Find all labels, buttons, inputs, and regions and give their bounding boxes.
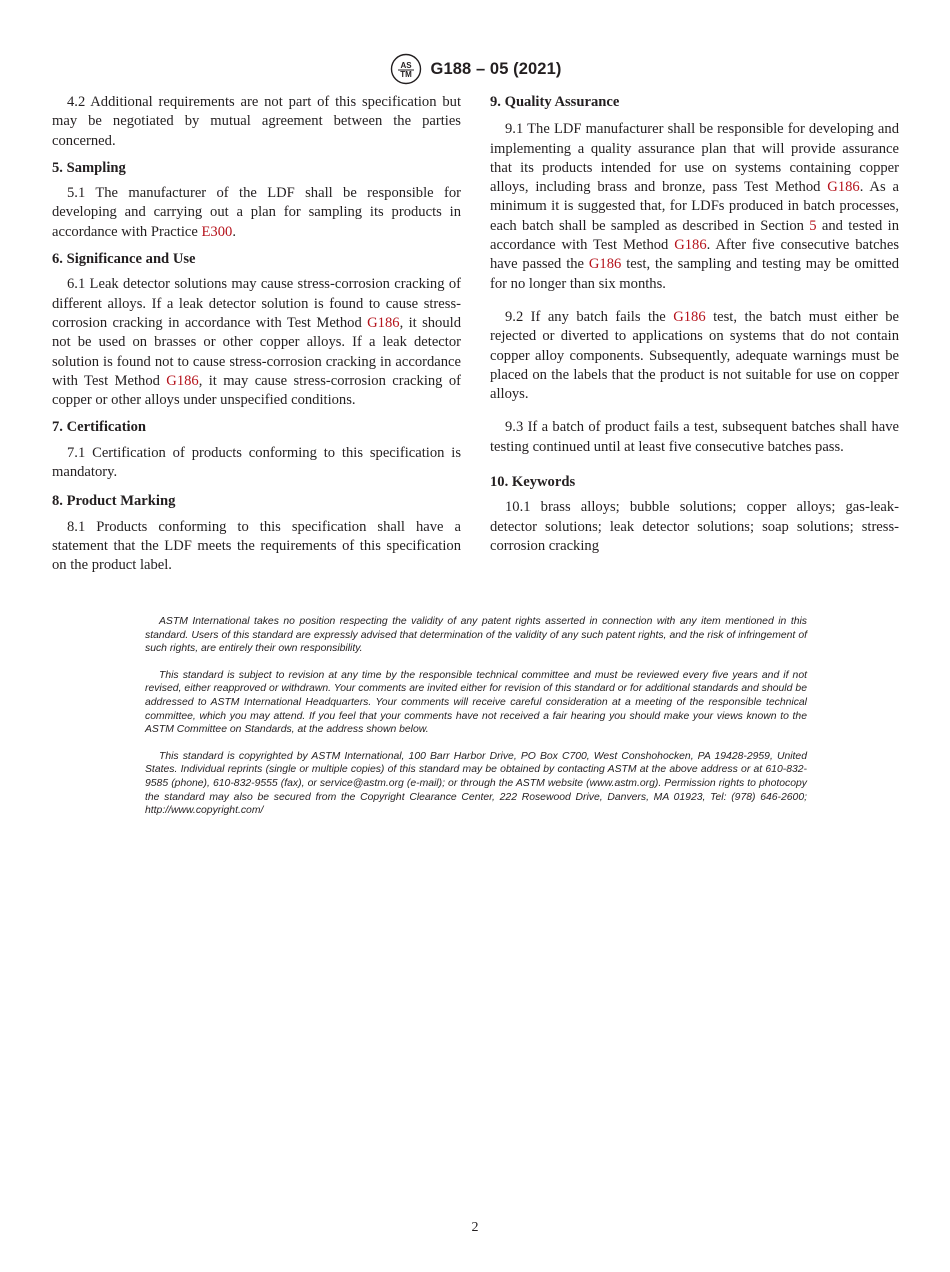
text-run: test, the batch must either be rejected or diverted to applications on systems that do not contain copper alloy components. Subsequently, adequate warnings must be placed on the labels that the product is not suitable for use on copper alloys. bbox=[490, 308, 899, 403]
left-column bbox=[52, 93, 461, 576]
link-e300[interactable]: E300 bbox=[201, 223, 233, 240]
paragraph-4-2: 4.2 Additional requirements are not part of this specification but may be negotiated by mutual agreement between the parties concerned. bbox=[52, 94, 461, 149]
text-run: 9.1 The LDF manufacturer shall be responsible for developing and implementing a quality assurance plan that will provide assurance that its products intended for use on systems containing copper alloys, including brass and bronze, pass Test Method bbox=[490, 121, 899, 196]
text-run: 6.1 Leak detector solutions may cause stress-corrosion cracking of different alloys. If a leak detector solution is found to cause stress-corrosion cracking in accordance with Test Method bbox=[52, 276, 461, 331]
paragraph-6-1 bbox=[52, 275, 461, 410]
link-section-5[interactable]: 5 bbox=[809, 217, 817, 234]
link-g186[interactable]: G186 bbox=[588, 256, 622, 273]
link-g186[interactable]: G186 bbox=[674, 237, 707, 254]
astm-notice bbox=[145, 615, 807, 831]
page-header bbox=[0, 53, 950, 85]
standard-designation: G188 – 05 (2021) bbox=[430, 59, 562, 78]
paragraph-10-1: 10.1 brass alloys; bubble solutions; copper alloys; gas-leak-detector solutions; leak detector solutions; soap solutions; stress-corrosion cracking bbox=[490, 499, 899, 554]
patent-notice: ASTM International takes no position respecting the validity of any patent rights asserted in connection with any item mentioned in this standard. Users of this standard are expressly advised that determination of the validity of any such patent rights, and the risk of infringement of such rights, are entirely their own responsibility. bbox=[145, 616, 807, 655]
svg-text:AS: AS bbox=[399, 61, 412, 70]
text-run: and tested in accordance with Test Method bbox=[490, 217, 899, 254]
section-5-heading: 5. Sampling bbox=[52, 159, 126, 176]
page-number: 2 bbox=[471, 1220, 479, 1235]
svg-text:TM: TM bbox=[399, 70, 412, 79]
link-g186[interactable]: G186 bbox=[673, 308, 706, 325]
text-run: . bbox=[232, 223, 236, 240]
section-6-heading: 6. Significance and Use bbox=[52, 251, 196, 268]
paragraph-5-1 bbox=[52, 184, 461, 242]
astm-logo-icon bbox=[389, 53, 423, 85]
right-column bbox=[490, 93, 899, 556]
link-g186[interactable]: G186 bbox=[827, 179, 860, 196]
section-8-heading: 8. Product Marking bbox=[52, 493, 176, 510]
section-10-heading: 10. Keywords bbox=[490, 474, 576, 491]
paragraph-9-1 bbox=[490, 120, 899, 294]
paragraph-7-1: 7.1 Certification of products conforming to this specification is mandatory. bbox=[52, 444, 461, 481]
text-run: 5.1 The manufacturer of the LDF shall be responsible for developing and carrying out a plan for sampling its products in accordance with Practice bbox=[52, 185, 461, 240]
text-run: 9.2 If any batch fails the bbox=[505, 308, 674, 325]
section-7-heading: 7. Certification bbox=[52, 419, 147, 436]
text-run: test, the sampling and testing may be omitted for no longer than six months. bbox=[490, 256, 899, 292]
text-run: . After five consecutive batches have passed the bbox=[490, 237, 899, 273]
text-run: , it should not be used on brasses or other copper alloys. If a leak detector solution is found not to cause stress-corrosion cracking in accordance with Test Method bbox=[52, 314, 461, 389]
revision-notice: This standard is subject to revision at any time by the responsible technical committee and must be reviewed every five years and if not revised, either reapproved or withdrawn. Your comments are invited either for revision of this standard or for additional standards and should be addressed to ASTM International Headquarters. Your comments will receive careful consideration at a meeting of the responsible technical committee, which you may attend. If you feel that your comments have not received a fair hearing you should make your views known to the ASTM Committee on Standards, at the address shown below. bbox=[145, 669, 807, 736]
section-9-heading: 9. Quality Assurance bbox=[490, 94, 620, 110]
paragraph-8-1: 8.1 Products conforming to this specification shall have a statement that the LDF meets the requirements of this specification on the product label. bbox=[52, 518, 461, 574]
link-g186[interactable]: G186 bbox=[166, 372, 199, 389]
text-run: , it may cause stress-corrosion cracking of copper or other alloys under unspecified conditions. bbox=[52, 372, 461, 409]
copyright-notice: This standard is copyrighted by ASTM International, 100 Barr Harbor Drive, PO Box C700, West Conshohocken, PA 19428-2959, United States. Individual reprints (single or multiple copies) of this standard may be obtained by contacting ASTM at the above address or at 610-832-9585 (phone), 610-832-9555 (fax), or service@astm.org (e-mail); or through the ASTM website (www.astm.org). Permission rights to photocopy the standard may also be secured from the Copyright Clearance Center, 222 Rosewood Drive, Danvers, MA 01923, Tel: (978) 646-2600; http://www.copyright.com/ bbox=[145, 750, 807, 817]
paragraph-9-3: 9.3 If a batch of product fails a test, subsequent batches shall have testing continued until at least five consecutive batches pass. bbox=[490, 419, 899, 455]
text-run: . As a minimum it is suggested that, for LDFs produced in batch processes, each batch shall be sampled as described in Section bbox=[490, 179, 899, 234]
paragraph-9-2 bbox=[490, 308, 899, 404]
link-g186[interactable]: G186 bbox=[367, 314, 400, 331]
